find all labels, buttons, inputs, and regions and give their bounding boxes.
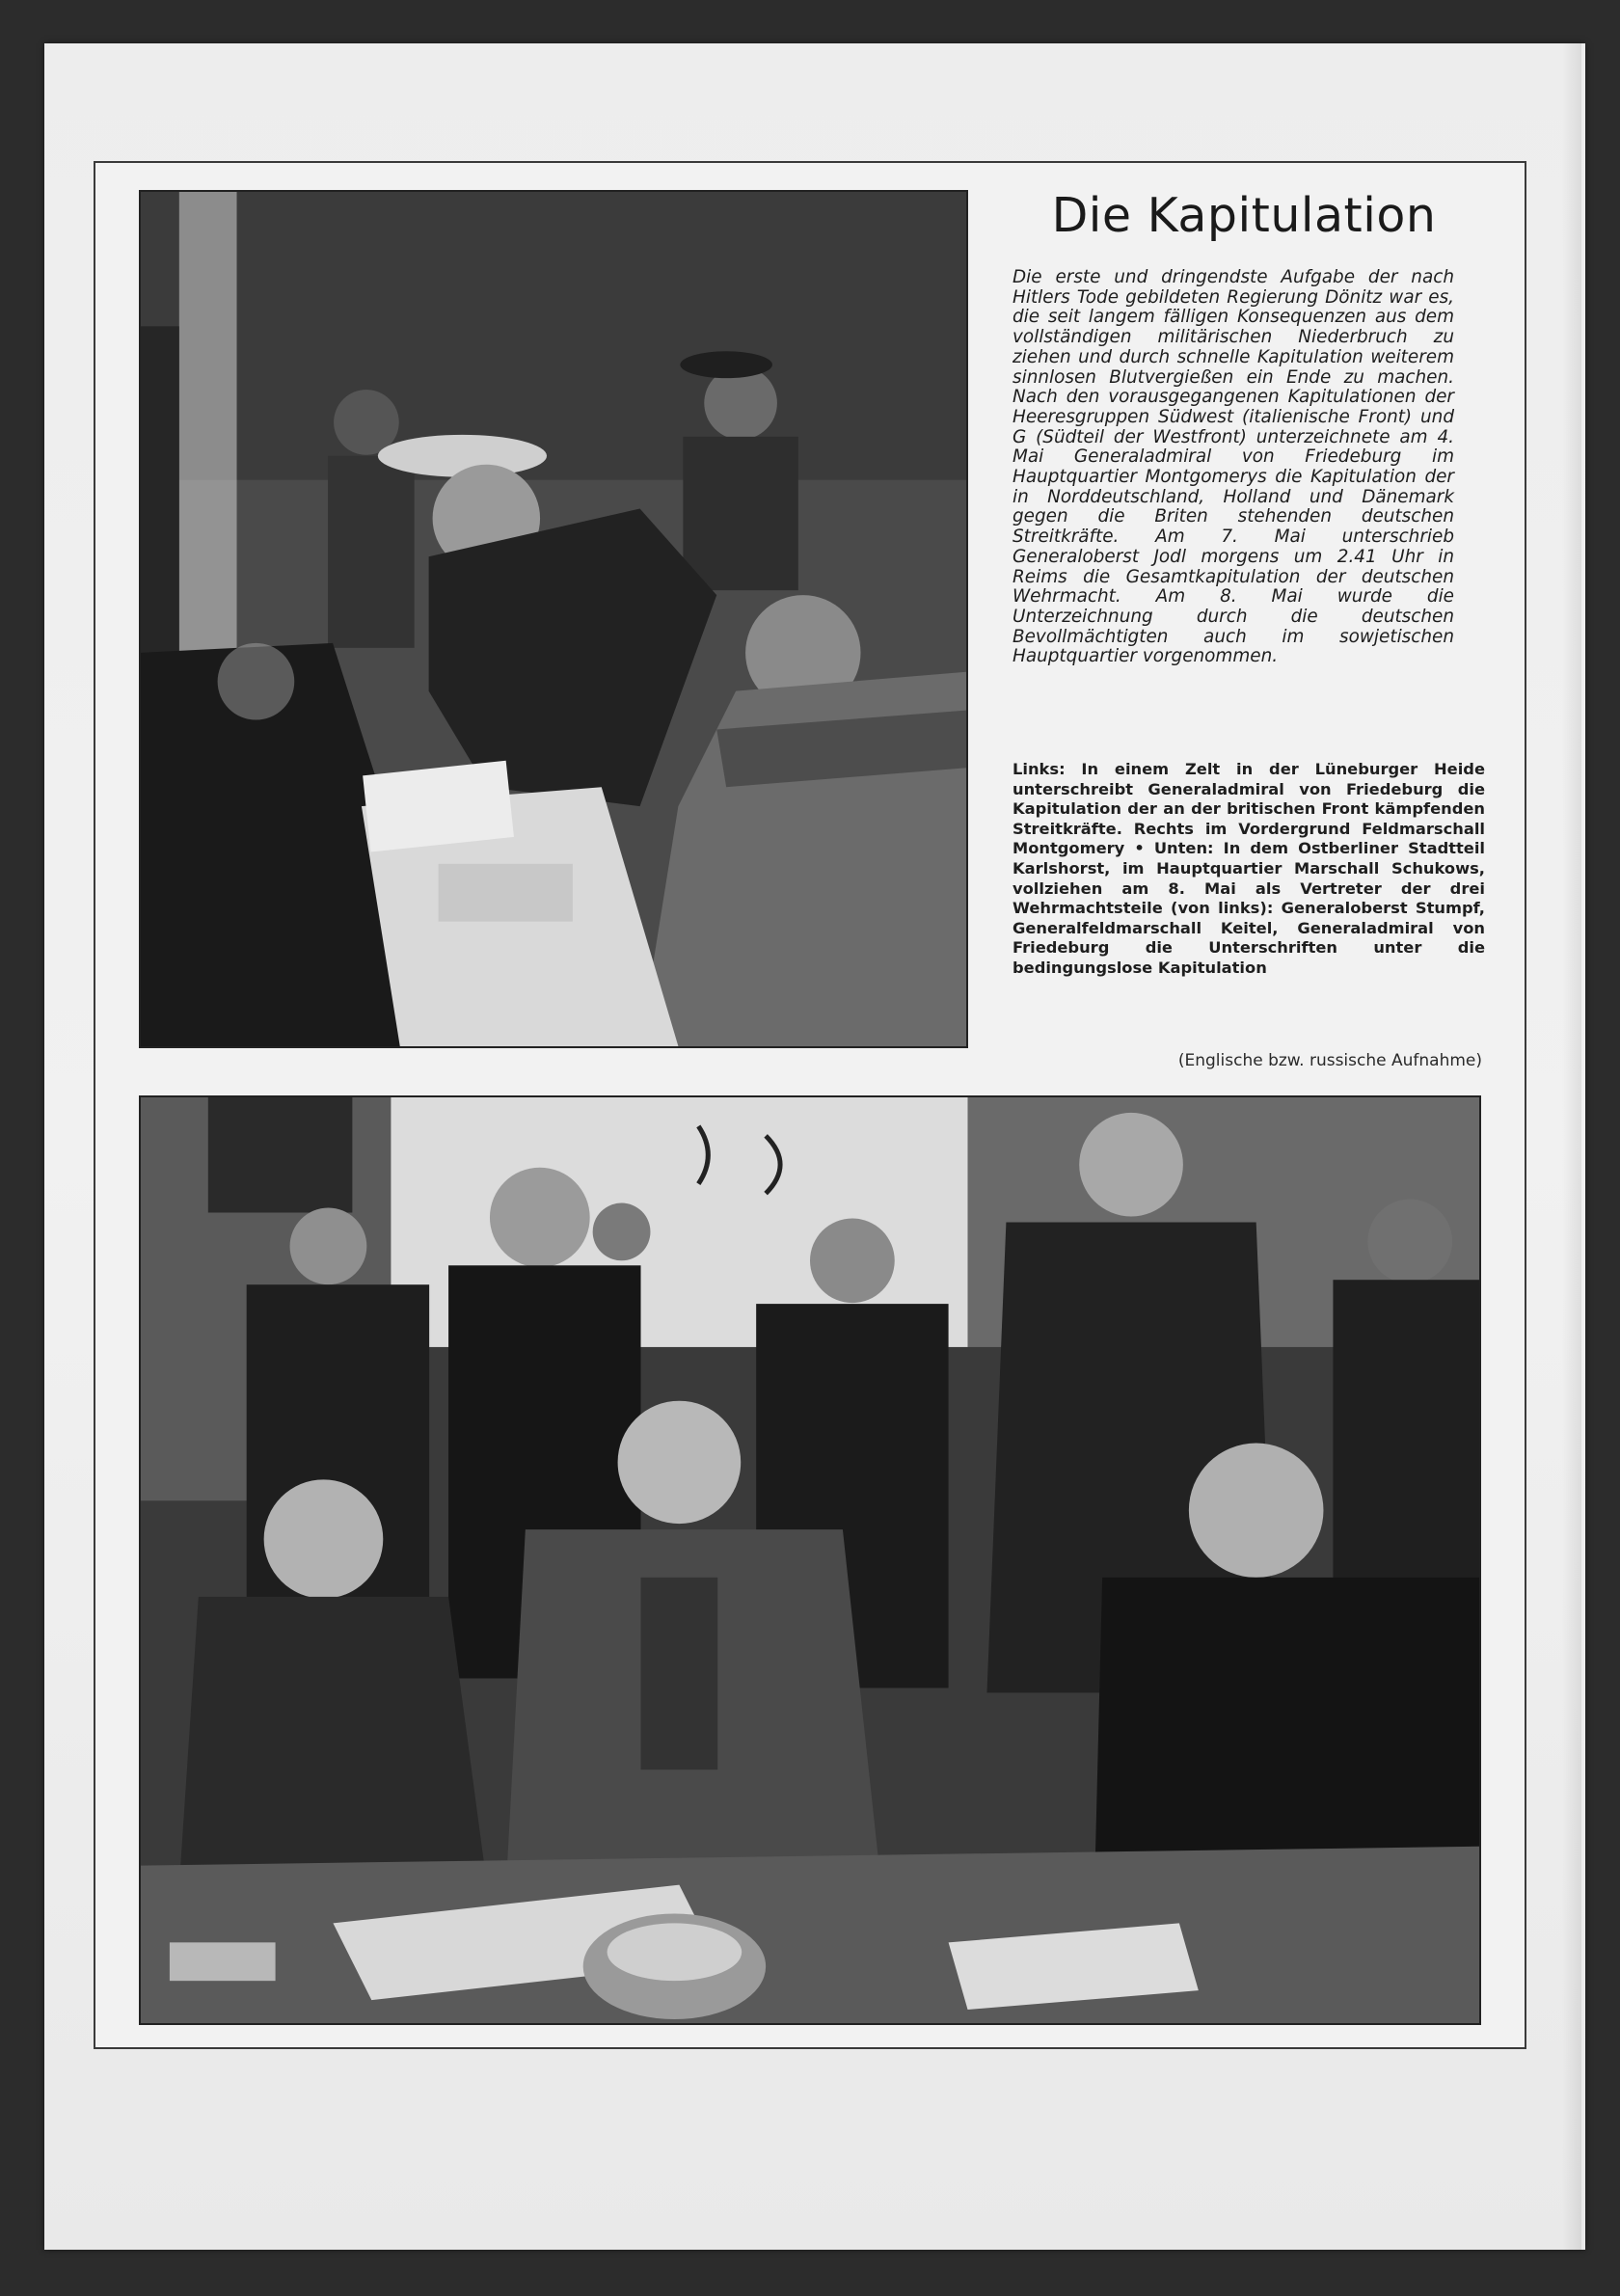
photo-credit: (Englische bzw. russische Aufnahme) <box>1177 1051 1482 1070</box>
photo-signing-tent-image <box>141 192 966 1046</box>
article-title: Die Kapitulation <box>1051 188 1437 243</box>
photo-caption: Links: In einem Zelt in der Lüneburger Heide unterschreibt Generaladmiral von Friedeburg die Kapitulation der an der britischen Front kämpfenden Streitkräfte. Rechts im Vordergrund Feldmarschall Montgomery • Unten: In dem Ostberliner Stadtteil Karlshorst, im Hauptquartier Marschall Schukows, vollziehen am 8. Mai als Vertreter der drei Wehrmachtsteile (von links): Generaloberst Stumpf, Generalfeldmarschall Keitel, Generaladmiral von Friedeburg die Unterschriften unter die bedingungslose Kapitulation <box>1012 760 1485 977</box>
photo-karlshorst-signing <box>139 1095 1481 2025</box>
page-edge-shadow <box>1562 43 1581 2250</box>
photo-karlshorst-image <box>141 1097 1479 2023</box>
article-body: Die erste und dringendste Aufgabe der nach Hitlers Tode gebildeten Regierung Dönitz war es, die seit langem fälligen Konsequenzen aus dem vollständigen militärischen Niederbruch zu ziehen und durch schnelle Kapitulation weiterem sinnlosen Blutvergießen ein Ende zu machen. Nach den vorausgegangenen Kapitulationen der Heeresgruppen Südwest (italienische Front) und G (Südteil der Westfront) unterzeichnete am 4. Mai Generaladmiral von Friedeburg im Hauptquartier Montgomerys die Kapitulation der in Norddeutschland, Holland und Dänemark gegen die Briten stehenden deutschen Streitkräfte. Am 7. Mai unterschrieb Generaloberst Jodl morgens um 2.41 Uhr in Reims die Gesamtkapitulation der deutschen Wehrmacht. Am 8. Mai wurde die Unterzeichnung durch die deutschen Bevollmächtigten auch im sowjetischen Hauptquartier vorgenommen. <box>1012 267 1454 667</box>
photo-signing-tent <box>139 190 968 1048</box>
